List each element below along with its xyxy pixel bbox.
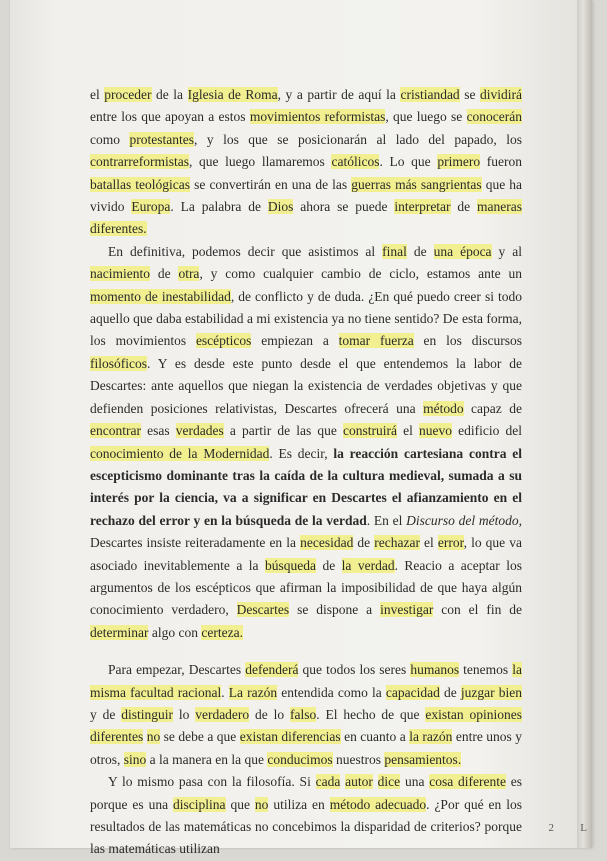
text-run: el: [419, 535, 438, 551]
highlighted-text: existan diferencias: [239, 729, 341, 745]
text-run: de: [406, 243, 434, 259]
text-run: entre los que apoyan a estos: [90, 109, 250, 125]
highlighted-text: método adecuado: [329, 796, 427, 812]
book-page: [10, 0, 592, 857]
highlighted-text: cosa diferente: [429, 774, 506, 790]
highlighted-text: católicos: [331, 154, 380, 170]
highlighted-text: determinar: [90, 624, 149, 640]
highlighted-text: nuevo: [418, 423, 452, 439]
highlighted-text: una época: [433, 243, 492, 259]
highlighted-text: distinguir: [121, 706, 173, 722]
paragraph: [90, 771, 522, 861]
highlighted-text: cada: [315, 774, 341, 790]
text-run: tenemos: [459, 662, 513, 678]
text-run: de: [450, 199, 478, 215]
paragraph: [90, 659, 522, 771]
text-run: de: [353, 535, 375, 551]
text-run: a partir de las que: [223, 423, 343, 439]
text-run: utiliza en: [268, 796, 330, 812]
text-run: . La palabra de: [170, 199, 268, 215]
text-run: entendida como la: [277, 684, 386, 700]
highlighted-text: existan opiniones diferentes: [90, 706, 522, 745]
text-run: se: [459, 87, 480, 102]
highlighted-text: contrarreformistas: [90, 154, 189, 170]
text-run: de la: [151, 87, 188, 102]
text-run: . Y es desde este punto desde el que entendemos la labor de Descartes: ante aquellos que niegan la existencia de verdades objetivas y que defienden posiciones relativistas, Descartes ofrecerá una: [90, 355, 522, 416]
highlighted-text: la razón: [409, 729, 453, 745]
text-run: , lo que va asociado inevitablemente a la: [90, 535, 522, 573]
body-text: [90, 84, 522, 861]
highlighted-text: búsqueda: [265, 557, 316, 573]
text-run: el: [90, 87, 105, 102]
text-run: es porque es una: [90, 774, 522, 812]
text-run: en los discursos: [413, 333, 522, 349]
highlighted-text: no: [146, 729, 161, 745]
highlighted-text: maneras diferentes.: [90, 199, 522, 237]
text-run: se debe a que: [160, 729, 240, 745]
text-run: empiezan a: [251, 333, 339, 349]
text-run: . Lo que: [379, 154, 438, 170]
highlighted-text: humanos: [410, 662, 460, 678]
highlighted-text: necesidad: [300, 535, 354, 551]
highlighted-text: batallas teológicas: [90, 176, 191, 192]
highlighted-text: juzgar bien: [460, 684, 523, 700]
highlighted-text: protestantes: [129, 131, 194, 147]
highlighted-text: sino: [123, 751, 147, 767]
highlighted-text: Descartes: [236, 602, 290, 618]
text-run: y al: [491, 243, 523, 259]
paragraph: [90, 84, 522, 241]
text-run: , y como cualquier cambio de ciclo, estamos ante un: [199, 266, 523, 282]
highlighted-text: la verdad: [341, 557, 395, 573]
highlighted-text: movimientos reformistas: [249, 109, 386, 125]
text-run: fueron: [480, 154, 522, 170]
highlighted-text: encontrar: [90, 423, 141, 439]
highlighted-text: la misma facultad racional: [90, 662, 522, 700]
text-run: esas: [140, 423, 176, 439]
highlighted-text: rechazar: [374, 535, 420, 551]
highlighted-text: capacidad: [385, 684, 440, 700]
text-run: nuestros: [332, 751, 385, 767]
highlighted-text: defenderá: [245, 662, 299, 678]
highlighted-text: construirá: [342, 423, 397, 439]
text-run: En definitiva, podemos decir que asistimos al: [108, 243, 383, 259]
text-run: , que luego llamaremos: [188, 154, 332, 170]
highlighted-text: filosóficos: [90, 355, 147, 371]
text-run: de: [316, 557, 342, 573]
highlighted-text: verdades: [175, 423, 224, 439]
text-run: se convertirán en una de las: [190, 176, 352, 192]
bold-text: la reacción cartesiana contra el escepticismo dominante tras la caída de la cultura medieval, sumada a su interés por la ciencia, va a significar en Descartes el afianzamiento en el rechazo del error y en la búsqueda de la verdad: [90, 445, 522, 528]
text-run: , de conflicto y de duda. ¿En qué puedo creer si todo aquello que daba estabilidad a mi existencia ya no tiene sentido? De esta forma, los movimientos: [90, 288, 522, 349]
highlighted-text: otra: [178, 266, 200, 282]
page-edge: [577, 0, 592, 848]
text-run: , y a partir de aquí la: [277, 87, 401, 102]
text-run: capaz de: [463, 400, 522, 416]
highlighted-text: nacimiento: [90, 266, 150, 282]
text-run: . Es decir,: [269, 445, 334, 461]
text-run: ahora se puede: [293, 199, 395, 215]
text-run: [373, 774, 378, 789]
highlighted-text: Dios: [267, 199, 294, 215]
highlighted-text: método: [423, 400, 464, 416]
highlighted-text: momento de inestabilidad: [90, 288, 231, 304]
text-run: se dispone a: [289, 602, 381, 618]
text-run: . El hecho de que: [316, 706, 426, 722]
highlighted-text: autor: [345, 774, 373, 790]
highlighted-text: Europa: [131, 199, 171, 215]
highlighted-text: conocimiento de la Modernidad: [90, 445, 270, 461]
highlighted-text: certeza.: [201, 624, 243, 640]
paragraph: [90, 241, 522, 644]
text-run: .: [221, 684, 229, 700]
text-run: que: [225, 796, 255, 812]
text-run: el: [396, 423, 419, 439]
highlighted-text: dividirá: [480, 87, 522, 102]
highlighted-text: no: [254, 796, 269, 812]
text-run: una: [400, 774, 430, 790]
text-run: de: [149, 266, 179, 282]
text-run: en cuanto a: [340, 729, 410, 745]
highlighted-text: conocerán: [466, 109, 523, 125]
highlighted-text: final: [382, 243, 407, 259]
text-run: . ¿Por qué en los resultados de las matemáticas no concebimos la disparidad de criterios? porque las matemáticas utilizan: [90, 796, 522, 857]
paragraph-gap: [90, 644, 522, 659]
highlighted-text: disciplina: [173, 796, 226, 812]
highlighted-text: dice: [377, 774, 401, 790]
text-run: . En el: [366, 512, 407, 528]
highlighted-text: tomar fuerza: [338, 333, 414, 349]
text-run: Para empezar, Descartes: [108, 662, 246, 678]
text-run: Y lo mismo pasa con la filosofía. Si: [108, 774, 316, 790]
highlighted-text: error: [437, 535, 464, 551]
highlighted-text: La razón: [228, 684, 278, 700]
text-run: entre unos y otros,: [90, 729, 523, 767]
highlighted-text: Iglesia de Roma: [187, 87, 278, 102]
text-run: como: [90, 131, 130, 147]
text-run: de lo: [249, 706, 290, 722]
text-run: y de: [90, 706, 122, 722]
text-run: lo: [172, 706, 196, 722]
text-run: algo con: [148, 624, 202, 640]
highlighted-text: escépticos: [195, 333, 252, 349]
italic-title: Discurso del método,: [406, 512, 522, 528]
text-run: , y los que se posicionarán al lado del papado, los: [193, 131, 522, 147]
highlighted-text: interpretar: [394, 199, 451, 215]
highlighted-text: verdadero: [195, 706, 250, 722]
text-run: a la manera en la que: [146, 751, 268, 767]
highlighted-text: pensamientos.: [384, 751, 462, 767]
highlighted-text: conducimos: [267, 751, 333, 767]
text-run: de: [439, 684, 461, 700]
text-run: que todos los seres: [298, 662, 411, 678]
highlighted-text: cristiandad: [400, 87, 460, 102]
text-run: edificio del: [451, 423, 522, 439]
highlighted-text: falso: [290, 706, 317, 722]
text-run: con el fin de: [433, 602, 522, 618]
highlighted-text: proceder: [104, 87, 152, 102]
highlighted-text: guerras más sangrientas: [351, 176, 482, 192]
page-mark: L: [580, 822, 587, 834]
text-run: que ha vivido: [90, 176, 523, 215]
text-run: Descartes insiste reiteradamente en la: [90, 535, 301, 551]
text-run: . Reacio a aceptar los argumentos de los escépticos que afirman la imposibilidad de que haya algún conocimiento verdadero,: [90, 557, 522, 618]
highlighted-text: investigar: [380, 602, 434, 618]
text-run: , que luego se: [385, 109, 467, 125]
highlighted-text: primero: [437, 154, 481, 170]
page-number: 2: [548, 822, 554, 834]
